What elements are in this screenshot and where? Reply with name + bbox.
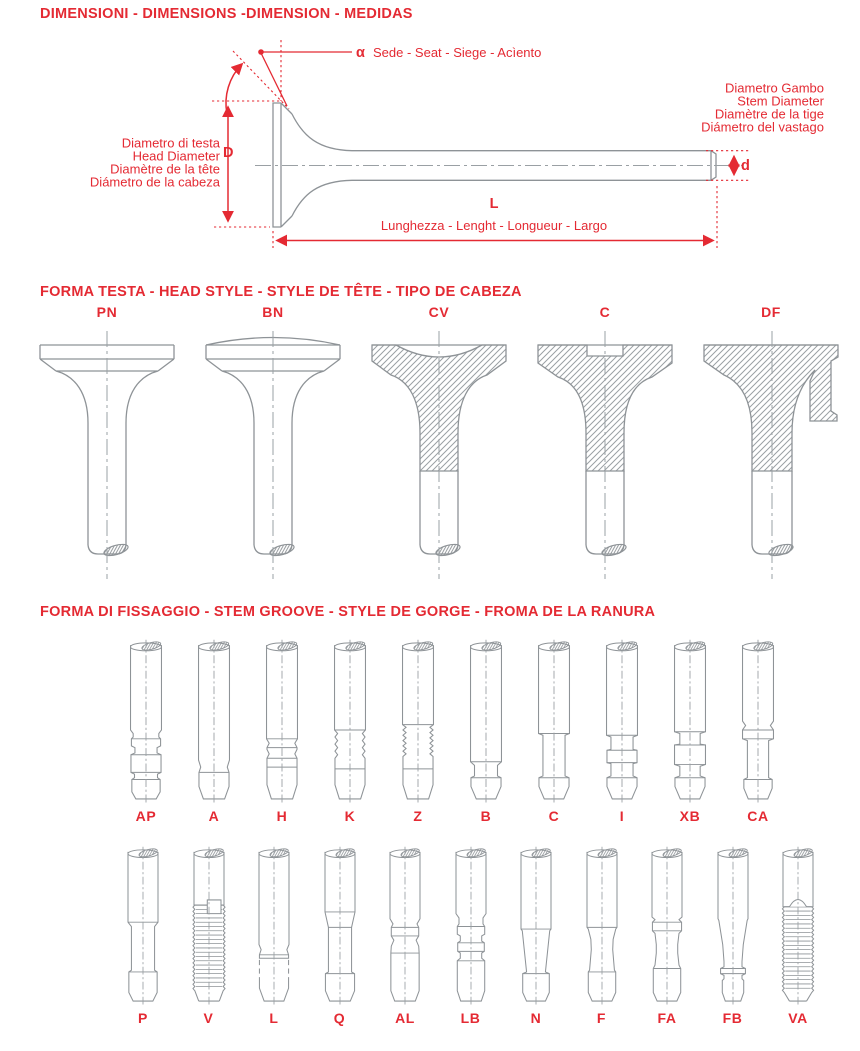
seat-label: Sede - Seat - Siege - Acìento [373,45,542,60]
stem-groove-label: XB [679,808,701,824]
stem-drawing-q [310,845,370,1008]
stem-groove-figure-l [244,845,304,1026]
stem-groove-figure-fa [637,845,697,1026]
stem-groove-label: A [208,808,220,824]
stem-drawing-n [506,845,566,1008]
head-style-section-title: FORMA TESTA - HEAD STYLE - STYLE DE TÊTE - TIPO DE CABEZA [40,284,522,300]
stem-groove-label: AL [395,1010,415,1026]
head-style-label: C [599,304,611,320]
stem-groove-section-title: FORMA DI FISSAGGIO - STEM GROOVE - STYLE DE GORGE - FROMA DE LA RANURA [40,604,656,620]
head-styles-row [0,304,860,585]
stem-drawing-al [375,845,435,1008]
stem-drawing-v [179,845,239,1008]
stem-groove-figure-c [523,638,585,824]
stem-drawing-k [319,638,381,806]
seat-leader-dot [258,49,264,55]
stem-groove-label: B [480,808,492,824]
stem-groove-label: Z [413,808,423,824]
stem-groove-figure-n [506,845,566,1026]
stem-drawing-lb [441,845,501,1008]
stem-drawing-c [523,638,585,806]
stem-drawing-i [591,638,653,806]
stem-grooves-row-1 [0,638,789,824]
head-style-drawing-pn [32,323,182,585]
stem-groove-label: F [596,1010,607,1026]
stem-grooves-row-2 [0,845,828,1026]
head-diameter-label-line1: Diametro di testa [121,135,220,151]
stem-diameter-label-line2: Stem Diameter [737,93,824,109]
stem-groove-figure-h [251,638,313,824]
stem-drawing-fb [703,845,763,1008]
stem-groove-label: Q [333,1010,346,1026]
stem-drawing-ca [727,638,789,806]
head-diameter-symbol: D [223,145,234,161]
seat-leader-line [261,52,352,106]
stem-diameter-label-line3: Diamètre de la tige [714,106,824,122]
stem-groove-figure-xb [659,638,721,824]
stem-groove-figure-b [455,638,517,824]
stem-groove-figure-k [319,638,381,824]
length-label: Lunghezza - Lenght - Longueur - Largo [380,218,608,233]
stem-groove-figure-i [591,638,653,824]
stem-groove-label: P [138,1010,148,1026]
stem-drawing-a [183,638,245,806]
dimension-extension-lines [212,40,750,248]
dimensions-section-title: DIMENSIONI - DIMENSIONS -DIMENSION - MEDIDAS [40,6,413,22]
stem-groove-figure-f [572,845,632,1026]
stem-groove-label: N [530,1010,542,1026]
stem-groove-figure-lb [441,845,501,1026]
stem-groove-figure-v [179,845,239,1026]
head-style-drawing-df [696,323,846,585]
stem-groove-label: VA [788,1010,808,1026]
stem-groove-figure-z [387,638,449,824]
head-style-label: PN [96,304,118,320]
stem-drawing-l [244,845,304,1008]
stem-groove-label: FA [657,1010,677,1026]
stem-groove-figure-fb [703,845,763,1026]
stem-groove-label: FB [722,1010,743,1026]
stem-diameter-label-line1: Diametro Gambo [725,80,824,96]
head-style-label: CV [428,304,450,320]
stem-drawing-va [768,845,828,1008]
stem-groove-figure-ca [727,638,789,824]
stem-groove-label: LB [460,1010,481,1026]
stem-groove-figure-a [183,638,245,824]
head-style-figure-cv [364,304,514,585]
stem-groove-label: L [269,1010,279,1026]
stem-groove-label: V [203,1010,214,1026]
head-style-label: BN [262,304,284,320]
head-diameter-label-line3: Diamètre de la tête [110,161,220,177]
stem-drawing-z [387,638,449,806]
length-symbol: L [489,196,499,212]
head-style-label: DF [761,304,781,320]
head-style-figure-pn [32,304,182,585]
stem-diameter-symbol: d [741,158,750,174]
stem-drawing-f [572,845,632,1008]
seat-angle-arc [226,64,242,114]
stem-drawing-h [251,638,313,806]
head-style-drawing-cv [364,323,514,585]
stem-groove-label: AP [135,808,157,824]
head-style-figure-c [530,304,680,585]
stem-groove-label: H [276,808,288,824]
head-style-drawing-bn [198,323,348,585]
stem-groove-label: K [344,808,356,824]
stem-groove-label: C [548,808,560,824]
stem-groove-figure-va [768,845,828,1026]
stem-drawing-b [455,638,517,806]
stem-groove-label: CA [747,808,769,824]
stem-drawing-xb [659,638,721,806]
stem-groove-figure-al [375,845,435,1026]
head-style-figure-bn [198,304,348,585]
stem-groove-figure-ap [115,638,177,824]
stem-drawing-p [113,845,173,1008]
head-style-figure-df [696,304,846,585]
stem-groove-figure-q [310,845,370,1026]
alpha-symbol: α [356,45,365,61]
head-diameter-label-line4: Diámetro de la cabeza [89,174,220,190]
stem-diameter-label-line4: Diámetro del vastago [701,119,824,135]
valve-dimensions-diagram [0,30,860,278]
stem-groove-figure-p [113,845,173,1026]
stem-groove-label: I [619,808,625,824]
stem-drawing-ap [115,638,177,806]
stem-drawing-fa [637,845,697,1008]
head-diameter-label-line2: Head Diameter [132,148,220,164]
head-style-drawing-c [530,323,680,585]
